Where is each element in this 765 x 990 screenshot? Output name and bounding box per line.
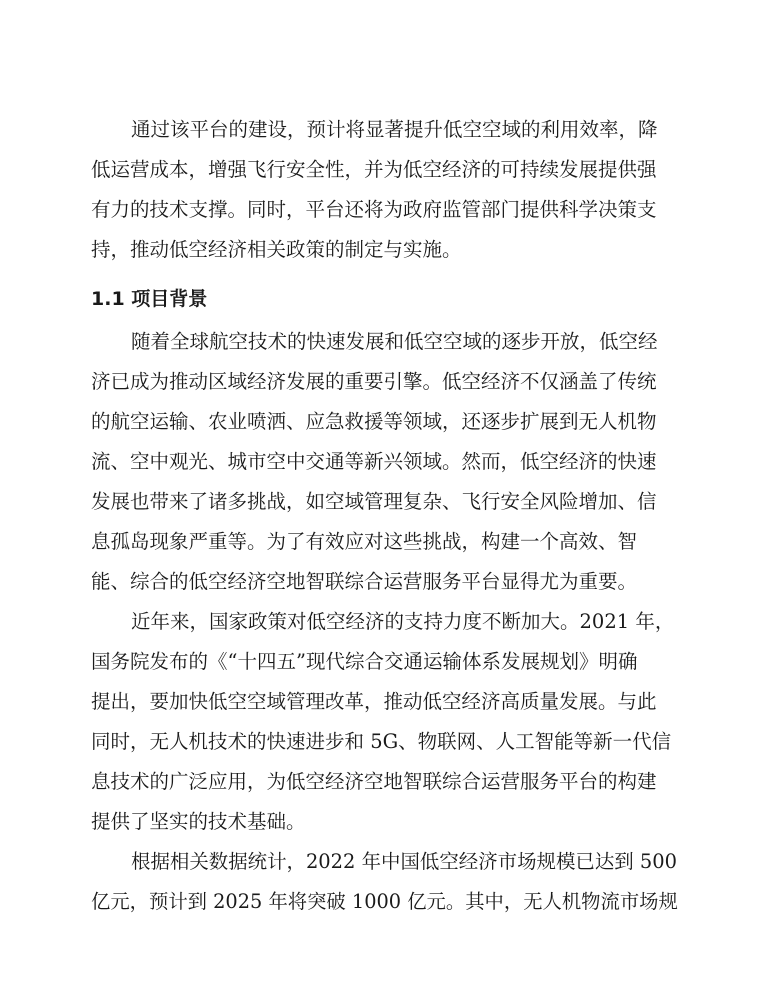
paragraph-2-line-1: 随着全球航空技术的快速发展和低空空域的逐步开放，低空经: [131, 330, 658, 353]
paragraph-2-line-2: 济已成为推动区域经济发展的重要引擎。低空经济不仅涵盖了传统: [91, 370, 657, 393]
paragraph-4-line-2: 亿元，预计到 2025 年将突破 1000 亿元。其中，无人机物流市场规: [91, 890, 678, 913]
paragraph-2-line-4: 流、空中观光、城市空中交通等新兴领域。然而，低空经济的快速: [91, 450, 657, 473]
paragraph-3-line-6: 提供了坚实的技术基础。: [91, 810, 306, 833]
paragraph-3-line-1: 近年来，国家政策对低空经济的支持力度不断加大。2021 年，: [131, 610, 675, 633]
paragraph-4-line-1: 根据相关数据统计，2022 年中国低空经济市场规模已达到 500: [131, 850, 677, 873]
paragraph-3-line-2: 国务院发布的《“十四五”现代综合交通运输体系发展规划》明确: [91, 650, 638, 673]
paragraph-1-line-3: 有力的技术支撑。同时，平台还将为政府监管部门提供科学决策支: [91, 198, 657, 221]
paragraph-2-line-3: 的航空运输、农业喷洒、应急救援等领域，还逐步扩展到无人机物: [91, 410, 657, 433]
paragraph-1-line-2: 低运营成本，增强飞行安全性，并为低空经济的可持续发展提供强: [91, 158, 657, 181]
paragraph-3-line-3: 提出，要加快低空空域管理改革，推动低空经济高质量发展。与此: [91, 690, 657, 713]
paragraph-3-line-4: 同时，无人机技术的快速进步和 5G、物联网、人工智能等新一代信: [91, 730, 672, 753]
paragraph-2-line-6: 息孤岛现象严重等。为了有效应对这些挑战，构建一个高效、智: [91, 530, 638, 553]
paragraph-1-line-1: 通过该平台的建设，预计将显著提升低空空域的利用效率，降: [131, 118, 658, 141]
paragraph-2-line-7: 能、综合的低空经济空地智联综合运营服务平台显得尤为重要。: [91, 570, 638, 593]
paragraph-1-line-4: 持，推动低空经济相关政策的制定与实施。: [91, 238, 462, 261]
paragraph-2-line-5: 发展也带来了诸多挑战，如空域管理复杂、飞行安全风险增加、信: [91, 490, 657, 513]
paragraph-3-line-5: 息技术的广泛应用，为低空经济空地智联综合运营服务平台的构建: [91, 770, 657, 793]
section-heading: 1.1 项目背景: [91, 288, 208, 310]
